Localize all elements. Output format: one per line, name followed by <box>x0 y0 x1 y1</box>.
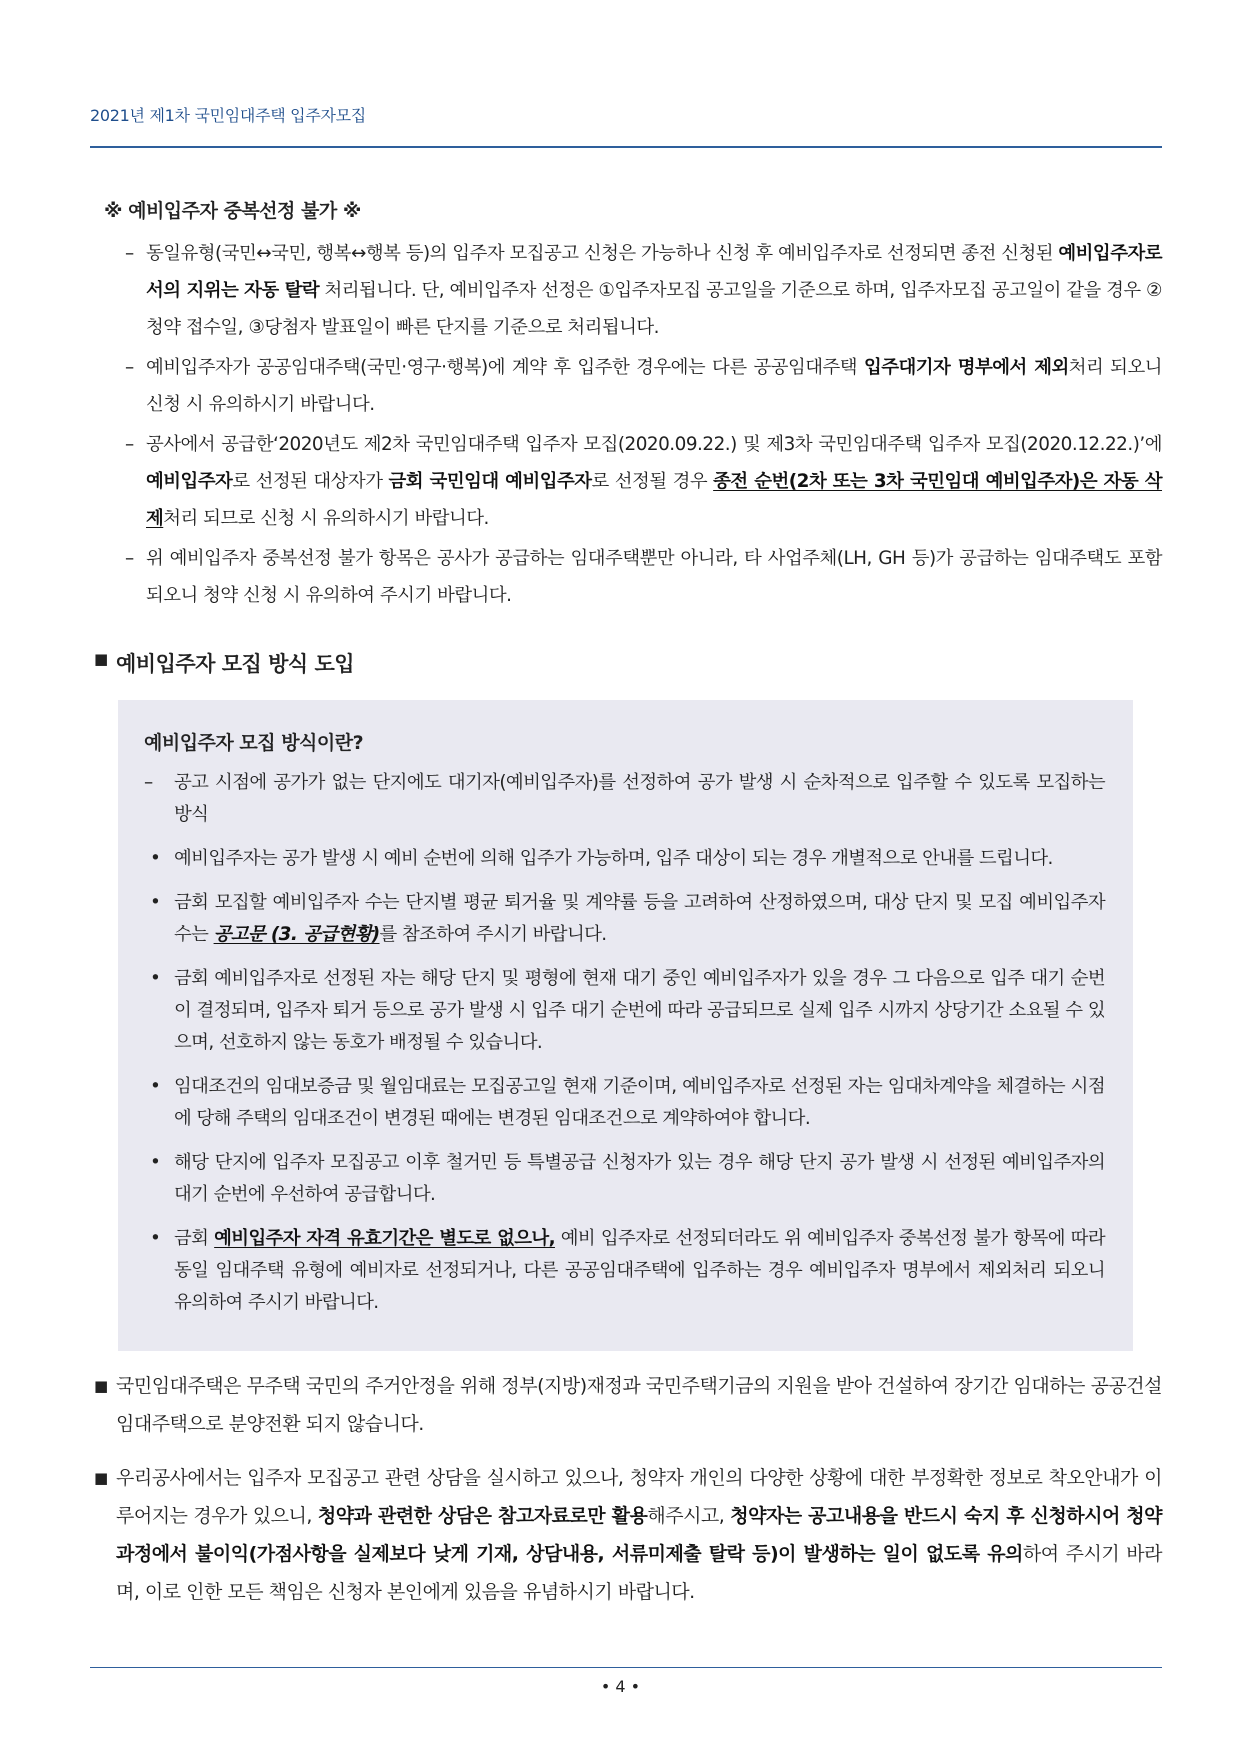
plain-text: 임대조건의 임대보증금 및 월임대료는 모집공고일 현재 기준이며, 예비입주자로 선정된 자는 임대차계약을 체결하는 시점에 당해 주택의 임대조건이 변경된 때에는 변경된 임대조건으로 계약하여야 합니다. <box>174 1076 1105 1129</box>
plain-text: 예비 입주자로 선정되더라도 위 예비입주자 중복선정 불가 항목에 따라 동일 임대주택 유형에 예비자로 선정되거나, 다른 공공임대주택에 입주하는 경우 예비입주자 명부에서 제외처리 되오니 유의하여 주시기 바랍니다. <box>174 1228 1105 1313</box>
plain-text: 처리됩니다. 단, 예비입주자 선정은 ①입주자모집 공고일을 기준으로 하며, 입주자모집 공고일이 같을 경우 ②청약 접수일, ③당첨자 발표일이 빠른 단지를 기준으로 처리됩니다. <box>146 280 1162 338</box>
plain-text: 예비입주자는 공가 발생 시 예비 순번에 의해 입주가 가능하며, 입주 대상이 되는 경우 개별적으로 안내를 드립니다. <box>174 848 1053 869</box>
item-text <box>146 548 1162 606</box>
dash-icon: – <box>125 434 134 455</box>
paragraph <box>90 1459 1162 1611</box>
item-text <box>174 1076 1105 1129</box>
info-box-item <box>144 1223 1105 1319</box>
info-box-item <box>144 1071 1105 1135</box>
square-bullet-icon: ■ <box>94 1377 108 1395</box>
bullet-icon: • <box>150 1228 161 1249</box>
dash-icon: – <box>144 772 153 793</box>
info-box-title: 예비입주자 모집 방식이란? <box>144 732 364 754</box>
info-box-item <box>144 1147 1105 1211</box>
dash-icon: – <box>125 243 134 264</box>
item-text <box>174 968 1105 1053</box>
plain-text: 동일유형(국민↔국민, 행복↔행복 등)의 입주자 모집공고 신청은 가능하나 신청 후 예비입주자로 선정되면 종전 신청된 <box>146 243 1059 264</box>
info-box-item <box>144 963 1105 1059</box>
page-header-title: 2021년 제1차 국민임대주택 입주자모집 <box>90 106 366 125</box>
item-text <box>116 1467 1162 1603</box>
item-text <box>174 1152 1105 1205</box>
item-text <box>146 434 1162 529</box>
square-bullet-icon: ■ <box>94 650 108 668</box>
paragraph-list <box>90 1367 1162 1611</box>
emphasis-text: 공고문 (3. 공급현황) <box>213 924 380 945</box>
plain-text: 를 참조하여 주시기 바랍니다. <box>379 924 607 945</box>
bullet-icon: • <box>150 892 161 913</box>
bullet-icon: • <box>150 1076 161 1097</box>
footer-divider <box>90 1667 1162 1668</box>
emphasis-text: 청약자는 공고내용을 반드시 숙지 후 신청하시어 청약과정에서 불이익(가점사항을 실제보다 낮게 기재, 상담내용, 서류미제출 탈락 등)이 발생하는 일이 없도록 유의 <box>116 1505 1163 1565</box>
plain-text: 예비입주자가 공공임대주택(국민·영구·행복)에 계약 후 입주한 경우에는 다른 공공임대주택 <box>146 357 864 378</box>
header-divider <box>90 146 1162 148</box>
section-heading <box>90 648 1162 678</box>
notice-item <box>90 349 1162 423</box>
plain-text: 국민임대주택은 무주택 국민의 주거안정을 위해 정부(지방)재정과 국민주택기금의 지원을 받아 건설하여 장기간 임대하는 공공건설임대주택으로 분양전환 되지 않습니다. <box>116 1375 1162 1435</box>
emphasis-text: 예비입주자로서의 지위는 자동 탈락 <box>146 243 1162 301</box>
info-box-item <box>144 887 1105 951</box>
plain-text: 위 예비입주자 중복선정 불가 항목은 공사가 공급하는 임대주택뿐만 아니라, 타 사업주체(LH, GH 등)가 공급하는 임대주택도 포함되오니 청약 신청 시 유의하여 주시기 바랍니다. <box>146 548 1162 606</box>
notice-item <box>90 540 1162 614</box>
emphasis-text: 종전 순번(2차 또는 3차 국민임대 예비입주자)은 자동 삭제 <box>146 471 1163 529</box>
emphasis-text: 금회 국민임대 예비입주자 <box>388 471 592 492</box>
plain-text: 우리공사에서는 입주자 모집공고 관련 상담을 실시하고 있으나, 청약자 개인의 다양한 상황에 대한 부정확한 정보로 착오안내가 이루어지는 경우가 있으니, <box>116 1467 1162 1527</box>
bullet-icon: • <box>150 1152 161 1173</box>
info-box-list <box>144 767 1105 1319</box>
plain-text: 공사에서 공급한‘2020년도 제2차 국민임대주택 입주자 모집(2020.09.22.) 및 제3차 국민임대주택 입주자 모집(2020.12.22.)’에 <box>146 434 1162 455</box>
notice-item <box>90 426 1162 537</box>
emphasis-text: 청약과 관련한 상담은 참고자료로만 활용 <box>317 1505 648 1527</box>
plain-text: 처리 되오니 신청 시 유의하시기 바랍니다. <box>146 357 1162 415</box>
emphasis-text: 예비입주자 <box>146 471 233 492</box>
page-content <box>90 196 1162 1611</box>
dash-icon: – <box>125 548 134 569</box>
plain-text: 로 선정된 대상자가 <box>232 471 389 492</box>
item-text <box>174 772 1105 825</box>
info-box-item <box>144 843 1105 875</box>
item-text <box>174 1228 1105 1313</box>
page-number: • 4 • <box>600 1677 641 1696</box>
plain-text: 처리 되므로 신청 시 유의하시기 바랍니다. <box>163 508 489 529</box>
plain-text: 공고 시점에 공가가 없는 단지에도 대기자(예비입주자)를 선정하여 공가 발생 시 순차적으로 입주할 수 있도록 모집하는 방식 <box>174 772 1105 825</box>
bullet-icon: • <box>150 848 161 869</box>
plain-text: 금회 예비입주자로 선정된 자는 해당 단지 및 평형에 현재 대기 중인 예비입주자가 있을 경우 그 다음으로 입주 대기 순번이 결정되며, 입주자 퇴거 등으로 공가 발생 시 입주 대기 순번에 따라 공급되므로 실제 입주 시까지 상당기간 소요될 수 있으며, 선호하지 않는 동호가 배정될 수 있습니다. <box>174 968 1105 1053</box>
info-box <box>118 700 1133 1351</box>
plain-text: 금회 모집할 예비입주자 수는 단지별 평균 퇴거율 및 계약률 등을 고려하여 산정하였으며, 대상 단지 및 모집 예비입주자 수는 <box>174 892 1105 945</box>
info-box-item <box>144 767 1105 831</box>
dash-icon: – <box>125 357 134 378</box>
emphasis-text: 예비입주자 자격 유효기간은 별도로 없으나, <box>214 1228 555 1249</box>
plain-text: 해당 단지에 입주자 모집공고 이후 철거민 등 특별공급 신청자가 있는 경우 해당 단지 공가 발생 시 선정된 예비입주자의 대기 순번에 우선하여 공급합니다. <box>174 1152 1105 1205</box>
item-text <box>116 1375 1162 1435</box>
plain-text: 해주시고, <box>647 1505 731 1527</box>
item-text <box>174 848 1053 869</box>
plain-text: 금회 <box>174 1228 215 1249</box>
bullet-icon: • <box>150 968 161 989</box>
emphasis-text: 입주대기자 명부에서 제외 <box>863 357 1069 378</box>
section-title: 예비입주자 모집 방식 도입 <box>116 652 355 676</box>
notice-list <box>90 235 1162 614</box>
square-bullet-icon: ■ <box>94 1469 108 1487</box>
item-text <box>146 357 1162 415</box>
paragraph <box>90 1367 1162 1443</box>
plain-text: 로 선정될 경우 <box>591 471 714 492</box>
notice-item <box>90 235 1162 346</box>
plain-text: 하여 주시기 바라며, 이로 인한 모든 책임은 신청자 본인에게 있음을 유념하시기 바랍니다. <box>116 1543 1162 1603</box>
notice-title: ※ 예비입주자 중복선정 불가 ※ <box>104 200 361 222</box>
item-text <box>174 892 1105 945</box>
item-text <box>146 243 1162 338</box>
